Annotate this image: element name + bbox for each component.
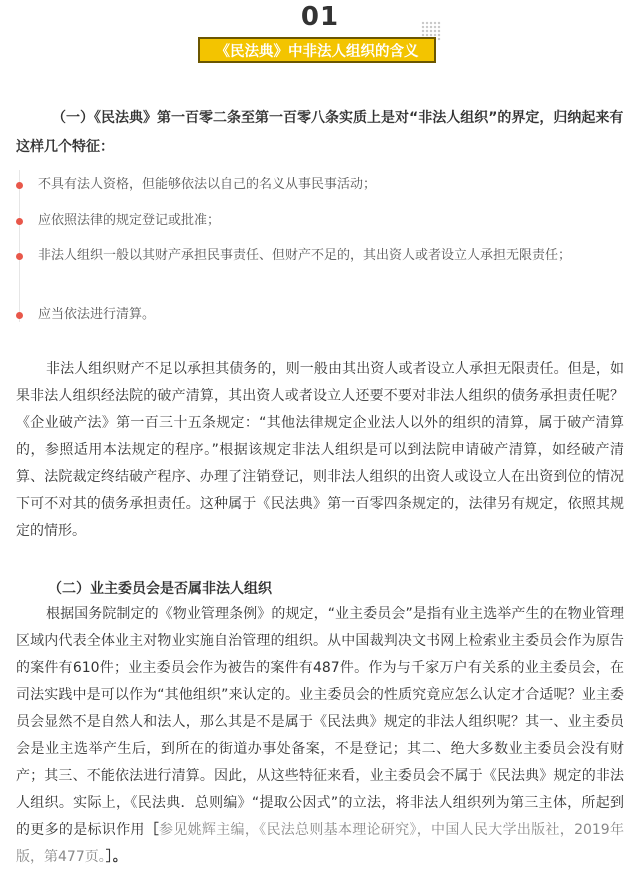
list-timeline-line	[19, 170, 20, 322]
list-item-text: 非法人组织一般以其财产承担民事责任、但财产不足的，其出资人或者设立人承担无限责任；	[38, 248, 572, 263]
bullet-dot-icon	[16, 218, 23, 225]
citation-text: 参见姚辉主编，《民法总则基本理论研究》，中国人民大学出版社，2019年版，第477页。	[16, 822, 625, 865]
list-item-text: 应当依法进行清算。	[38, 307, 156, 322]
body-paragraph-1: 非法人组织财产不足以承担其债务的，则一般由其出资人或者设立人承担无限责任。但是，如果非法人组织经法院的破产清算，其出资人或者设立人还要不要对非法人组织的债务承担责任呢？《企业破产法》第一百三十五条规定：“其他法律规定企业法人以外的组织的清算，属于破产清算的，参照适用本法规定的程序。”根据该规定非法人组织是可以到法院申请破产清算，如经破产清算、法院裁定终结破产程序、办理了注销登记，则非法人组织的出资人或设立人在出资到位的情况下可不对其的债务承担责任。这种属于《民法典》第一百零四条规定的，法律另有规定，依照其规定的情形。	[16, 361, 624, 539]
section-header	[0, 0, 640, 80]
bullet-dot-icon	[16, 312, 23, 319]
section-number: 01	[300, 2, 340, 32]
intro-paragraph: （一）《民法典》第一百零二条至第一百零八条实质上是对“非法人组织”的界定，归纳起来有这样几个特征：	[16, 110, 624, 155]
section-title-box	[198, 37, 436, 63]
bullet-dot-icon	[16, 182, 23, 189]
citation-close-bracket: ］。	[105, 849, 127, 865]
subheading: （二）业主委员会是否属非法人组织	[48, 581, 272, 597]
section-title: 《民法典》中非法人组织的含义	[215, 43, 419, 60]
body-paragraph-2	[16, 601, 624, 871]
body-paragraph-2-text: 根据国务院制定的《物业管理条例》的规定，“业主委员会”是指有业主选举产生的在物业管理区域内代表全体业主对物业实施自治管理的组织。从中国裁判决文书网上检索业主委员会作为原告的案件有610件；业主委员会作为被告的案件有487件。作为与千家万户有关系的业主委员会，在司法实践中是可以作为“其他组织”来认定的。业主委员会的性质究竟应怎么认定才合适呢？业主委员会显然不是自然人和法人，那么其是不是属于《民法典》规定的非法人组织呢？其一、业主委员会是业主选举产生后，到所在的街道办事处备案，不是登记；其二、绝大多数业主委员会没有财产；其三、不能依法进行清算。因此，从这些特征来看，业主委员会不属于《民法典》规定的非法人组织。实际上，《民法典．总则编》“提取公因式”的立法，将非法人组织列为第三主体，所起到的更多的是标识作用	[16, 606, 624, 838]
citation-open-bracket: ［	[144, 822, 160, 838]
list-item-text: 应依照法律的规定登记或批准；	[38, 213, 221, 228]
list-item-text: 不具有法人资格，但能够依法以自己的名义从事民事活动；	[38, 177, 377, 192]
bullet-dot-icon	[16, 253, 23, 260]
